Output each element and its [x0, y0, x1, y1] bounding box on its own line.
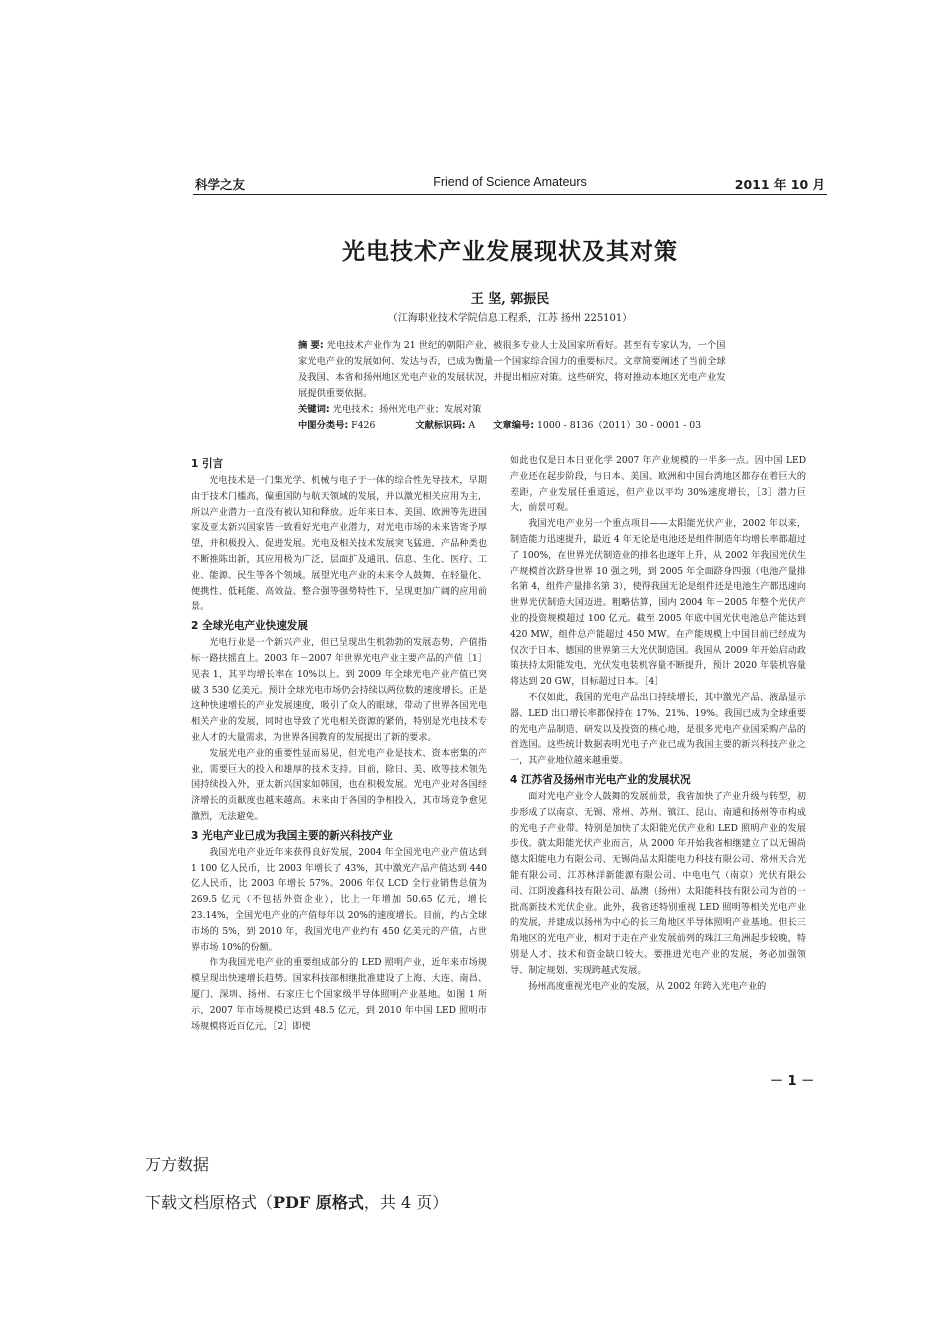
download-link[interactable]	[145, 1190, 448, 1213]
clc-value: F426	[351, 420, 376, 431]
abstract	[298, 338, 728, 402]
paragraph: 不仅如此，我国的光电产品出口持续增长，其中激光产品、液晶显示器、LED 出口增长率都保持在 17%、21%、19%。我国已成为全球重要的光电产品制造、研发以及投资的核心地，是很多光电产业国采购产品的首选国。这些统计数据表明光电子产业已成为我国主要的新兴科技产业之一，其产业地位越来越重要。	[510, 692, 806, 767]
article-no-value: 1000 - 8136（2011）30 - 0001 - 03	[537, 420, 702, 431]
keywords-text: 光电技术；扬州光电产业；发展对策	[332, 404, 482, 415]
article-no-label: 文章编号:	[493, 420, 535, 431]
clc-label: 中图分类号:	[298, 420, 349, 431]
section-heading-3: 3 光电产业已成为我国主要的新兴科技产业	[191, 829, 393, 842]
paragraph: 光电技术是一门集光学、机械与电子于一体的综合性先导技术，早期由于技术门槛高，偏重国防与航天领域的发展，并以激光相关应用为主，所以产业潜力一直没有被认知和释放。近年来日本、美国、欧洲等先进国家及亚太新兴国家皆一致看好光电产业潜力，对光电市场的未来皆寄予厚望，并积极投入、促进发展。光电及相关技术发展突飞猛进，产品种类也不断推陈出新，其应用极为广泛，层面扩及通讯、信息、生化、医疗、工业、能源、民生等各个领域。展望光电产业的未来令人鼓舞，在轻量化、便携性、低耗能、高效益、整合强等强势特性下，呈现更加广阔的应用前景。	[191, 476, 487, 613]
running-header	[193, 172, 827, 195]
right-column	[510, 454, 806, 995]
paragraph: 发展光电产业的重要性显而易见，但光电产业是技术、资本密集的产业，需要巨大的投入和雄厚的技术支持。目前，除日、美、欧等技术领先国持续投入外，亚太新兴国家如韩国，也在积极发展。光电产业对各国经济增长的贡献度也越来越高。未来由于各国的争相投入，其市场竞争愈见激烈，无法避免。	[191, 748, 487, 822]
paragraph: 如此也仅是日本日亚化学 2007 年产业规模的一半多一点。因中国 LED 产业还在起步阶段，与日本、美国、欧洲和中国台湾地区都存在着巨大的差距，产业发展任重道远，但产业以平均 30%速度增长，［3］潜力巨大，前景可观。	[510, 456, 806, 514]
abstract-label: 摘 要:	[298, 340, 324, 351]
keywords	[298, 402, 728, 418]
download-suffix: ，共 4 页）	[363, 1193, 449, 1212]
authors: 王 坚, 郭振民	[470, 292, 550, 307]
journal-name-cn: 科学之友	[195, 177, 246, 192]
abstract-text: 光电技术产业作为 21 世纪的朝阳产业，被很多专业人士及国家所看好。甚至有专家认为，一个国家光电产业的发展如何、发达与否，已成为衡量一个国家综合国力的重要标尺。文章简要阐述了当前全球及我国、本省和扬州地区光电产业的发展状况，并提出相应对策。这些研究，将对推动本地区光电产业发展提供重要依据。	[298, 340, 726, 399]
paragraph: 扬州高度重视光电产业的发展，从 2002 年跨入光电产业的	[528, 981, 767, 992]
source-watermark: 万方数据	[145, 1155, 210, 1174]
left-column	[191, 454, 487, 1035]
page-number: － 1 －	[770, 1074, 815, 1089]
doc-code-label: 文献标识码:	[415, 420, 466, 431]
journal-name-en: Friend of Science Amateurs	[433, 175, 587, 189]
affiliation: （江海职业技术学院信息工程系，江苏 扬州 225101）	[387, 313, 633, 324]
classification-line	[298, 418, 728, 434]
issue-date: 2011 年 10 月	[734, 177, 825, 192]
section-heading-1: 1 引言	[191, 458, 224, 470]
doc-code-value: A	[468, 420, 476, 431]
paragraph: 光电行业是一个新兴产业，但已呈现出生机勃勃的发展态势，产值指标一路扶摇直上。2003 年－2007 年世界光电产业主要产品的产值［1］见表 1，其平均增长率在 10%以上。到 2009 年全球光电产业产值已突破 3 530 亿美元。预计全球光电市场仍会持续以两位数的速度增长。正是这种快速增长的产业发展速度，吸引了众人的眼球，带动了世界各国光电相关产业的发展，同时也导致了光电相关资源的紧俏，特别是光电技术专业人才的大量需求，为世界各国教育的发展提出了新的要求。	[191, 638, 487, 743]
paragraph: 面对光电产业令人鼓舞的发展前景，我省加快了产业升级与转型，初步形成了以南京、无锡、常州、苏州、镇江、昆山、南通和扬州等市构成的光电子产业带。特别是加快了太阳能光伏产业和 LED 照明产业的发展步伐。就太阳能光伏产业而言，从 2000 年开始我省相继建立了以无锡尚德太阳能电力有限公司、无锡尚品太阳能电力科技有限公司、常州天合光能有限公司、江苏林洋新能源有限公司、中电电气（南京）光伏有限公司、江阴浚鑫科技有限公司、晶澳（扬州）太阳能科技有限公司为首的一批高新技术光伏企业。此外，我省还特别重视 LED 照明等相关光电产业的发展，并建成以扬州为中心的长三角地区半导体照明产业基地。但长三角地区的光电产业，相对于走在产业发展前列的珠江三角洲起步较晚，特别是人才、技术和资金缺口较大。要推进光电产业的发展，务必加强领导、制定规划、实现跨越式发展。	[510, 791, 806, 976]
paragraph: 我国光电产业近年来获得良好发展，2004 年全国光电产业产值达到 1 100 亿人民币，比 2003 年增长了 43%，其中激光产品产值达到 440 亿人民币，比 2003 年增长 57%。2006 年仅 LCD 全行业销售总值为 269.5 亿元（不包括外资企业），比上一年增加 50.65 亿元，增长 23.14%，全国光电产业的产值每年以 20%的速度增长。目前，约占全球市场的 5%，到 2010 年，我国光电产业约有 450 亿美元的产值，占世界市场 10%的份额。	[191, 847, 487, 953]
download-prefix: 下载文档原格式（	[145, 1193, 274, 1212]
paragraph: 我国光电产业另一个重点项目——太阳能光伏产业，2002 年以来，制造能力迅速提升，最近 4 年无论是电池还是组件制造年均增长率都超过了 100%，在世界光伏制造业的排名也逐年上升，从 2002 年我国光伏生产规模首次跻身世界 10 强之列，到 2005 年全面跻身四强（电池产量排名第 4，组件产量排名第 3），使得我国无论是组件还是电池生产都迅速向世界光伏制造大国迈进。粗略估算，国内 2004 年－2005 年整个光伏产业的投资规模超过 100 亿元。截至 2005 年底中国光伏电池总产能达到 420 MW，组件总产能超过 450 MW。在产能规模上中国目前已经成为仅次于日本、德国的世界第三大光伏制造国。我国从 2009 年开始启动政策扶持太阳能发电，光伏发电装机容量不断提升，预计 2020 年装机容量将达到 20 GW，目标超过日本。［4］	[510, 519, 806, 688]
paper-title: 光电技术产业发展现状及其对策	[342, 239, 678, 265]
download-format: PDF 原格式	[273, 1193, 364, 1212]
section-heading-4: 4 江苏省及扬州市光电产业的发展状况	[510, 773, 691, 786]
keywords-label: 关键词:	[298, 404, 330, 415]
section-heading-2: 2 全球光电产业快速发展	[191, 620, 308, 633]
paragraph: 作为我国光电产业的重要组成部分的 LED 照明产业，近年来市场规模呈现出快速增长趋势。国家科技部相继批准建设了上海、大连、南昌、厦门、深圳、扬州、石家庄七个国家级半导体照明产业基地。如图 1 所示，2007 年市场规模已达到 48.5 亿元，到 2010 年中国 LED 照明市场规模将近百亿元，［2］即使	[191, 958, 487, 1032]
